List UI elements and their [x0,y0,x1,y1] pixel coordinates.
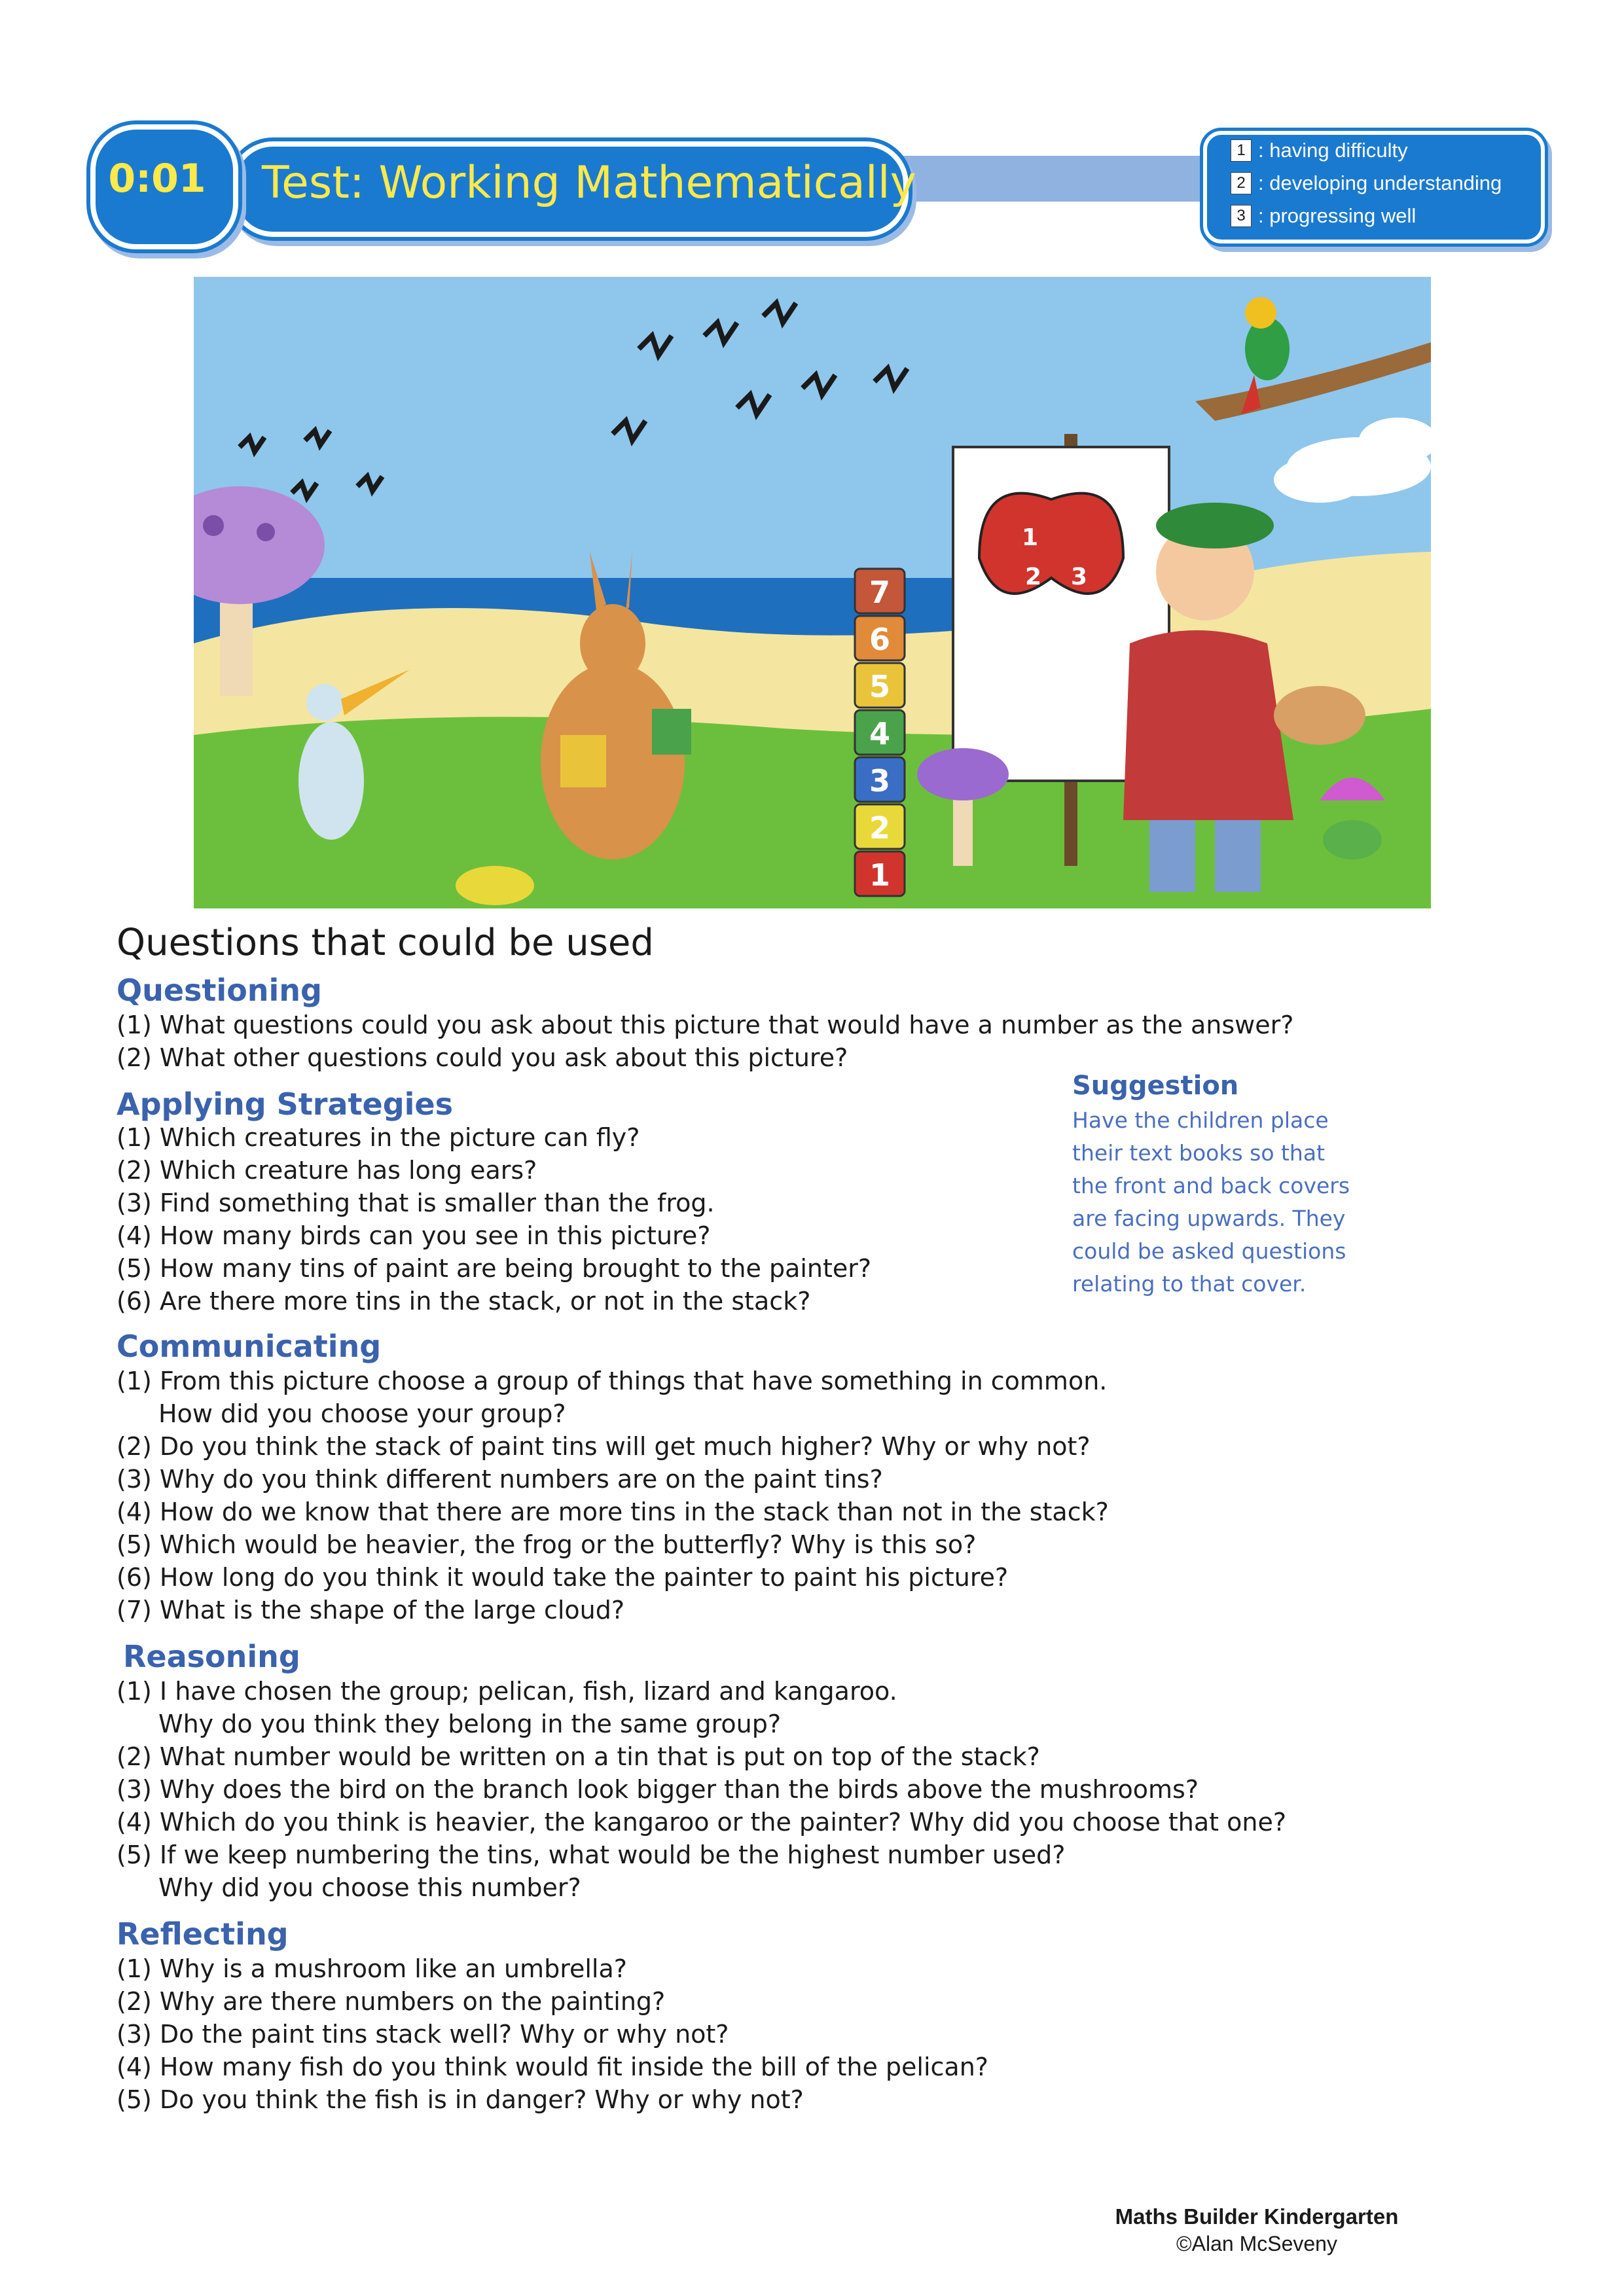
question-item-continued: Why do you think they belong in the same group? [158,1710,782,1738]
question-item: (6) How long do you think it would take the painter to paint his picture? [117,1563,1009,1592]
question-item: (1) I have chosen the group; pelican, fish, lizard and kangaroo. [117,1677,897,1706]
question-item: (1) From this picture choose a group of things that have something in common. [117,1367,1108,1395]
question-item: (4) How many birds can you see in this picture? [117,1221,711,1250]
question-item: (7) What is the shape of the large cloud? [117,1596,625,1624]
paint-tin-number: 1 [869,857,891,893]
paint-tin-number: 6 [869,622,891,657]
butterfly-painting [979,493,1123,594]
page-title: Test: Working Mathematically [262,157,916,209]
heading-communicating: Communicating [117,1329,382,1364]
paint-tin-number: 4 [869,716,891,751]
question-item: (3) Why does the bird on the branch look bigger than the birds above the mushrooms? [117,1775,1199,1804]
question-item: (3) Why do you think different numbers are on the paint tins? [117,1465,883,1494]
question-item: (3) Find something that is smaller than the frog. [117,1189,715,1217]
question-item-continued: How did you choose your group? [158,1399,566,1428]
suggestion-line: the front and back covers [1072,1173,1350,1198]
heading-questioning: Questioning [117,973,322,1008]
question-item: (6) Are there more tins in the stack, or not in the stack? [117,1287,811,1316]
question-item: (4) How do we know that there are more tins in the stack than not in the stack? [117,1498,1109,1526]
paint-tin-number: 3 [869,763,891,798]
page-code: 0:01 [108,156,206,202]
heading-reasoning: Reasoning [123,1639,300,1674]
suggestion-heading: Suggestion [1072,1071,1239,1101]
heading-reflecting: Reflecting [117,1916,289,1952]
beach-scene-illustration [194,277,1431,908]
question-item: (2) Why are there numbers on the painting? [117,1987,666,2016]
footer-copyright: ©Alan McSeveny [1176,2232,1337,2255]
paint-tin-number: 7 [869,575,891,610]
legend-label: : progressing well [1258,204,1416,227]
question-item: (3) Do the paint tins stack well? Why or why not? [117,2020,729,2049]
question-item-continued: Why did you choose this number? [158,1873,581,1902]
legend-item-1 [1231,136,1408,165]
legend-number: 1 [1231,139,1252,162]
question-item: (1) Why is a mushroom like an umbrella? [117,1954,627,1983]
legend-number: 2 [1231,172,1252,194]
footer-book-title: Maths Builder Kindergarten [1115,2204,1399,2229]
painting-number: 1 [1022,524,1039,551]
suggestion-line: are facing upwards. They [1072,1206,1346,1231]
suggestion-line: their text books so that [1072,1140,1326,1166]
legend-item-2 [1231,169,1502,198]
painting-number: 2 [1025,564,1042,590]
question-item: (1) Which creatures in the picture can fly? [117,1123,640,1152]
heading-applying-strategies: Applying Strategies [117,1086,453,1122]
question-item: (4) How many fish do you think would fit inside the bill of the pelican? [117,2053,988,2081]
section-title: Questions that could be used [117,922,654,964]
question-item: (5) Which would be heavier, the frog or the butterfly? Why is this so? [117,1530,977,1559]
paint-tin-number: 2 [869,810,891,846]
question-item: (5) If we keep numbering the tins, what would be the highest number used? [117,1840,1066,1869]
fallen-tin [456,866,534,905]
question-item: (2) What other questions could you ask about this picture? [117,1043,848,1072]
legend-number: 3 [1231,205,1252,227]
question-item: (2) What number would be written on a tin that is put on top of the stack? [117,1742,1040,1771]
question-item: (5) Do you think the fish is in danger? Why or why not? [117,2085,804,2114]
suggestion-line: could be asked questions [1072,1238,1346,1264]
suggestion-line: Have the children place [1072,1107,1329,1133]
legend-item-3 [1231,202,1416,230]
scene-svg [194,277,1431,908]
painting-number: 3 [1071,564,1088,590]
paint-tin-number: 5 [869,669,891,704]
question-item: (2) Do you think the stack of paint tins will get much higher? Why or why not? [117,1432,1091,1461]
question-item: (1) What questions could you ask about this picture that would have a number as the answer? [117,1011,1294,1039]
question-item: (2) Which creature has long ears? [117,1156,537,1185]
question-item: (4) Which do you think is heavier, the kangaroo or the painter? Why did you choose that one? [117,1808,1287,1837]
suggestion-line: relating to that cover. [1072,1271,1307,1297]
paint-tin-stack [855,569,905,896]
legend-label: : developing understanding [1258,171,1502,194]
question-item: (5) How many tins of paint are being brought to the painter? [117,1254,872,1283]
legend-label: : having difficulty [1258,139,1408,162]
